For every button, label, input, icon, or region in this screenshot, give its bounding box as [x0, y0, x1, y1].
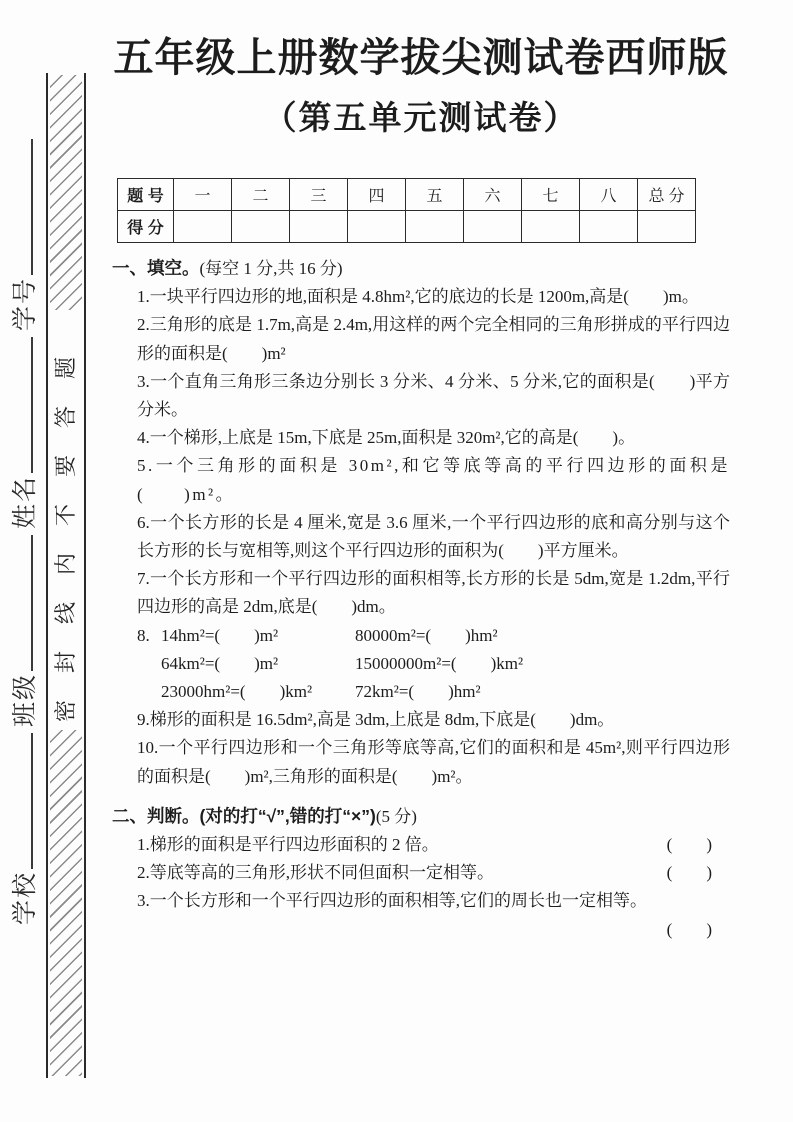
class-field-label: 班级	[12, 672, 39, 727]
paper-content	[112, 0, 730, 944]
conversion-item	[137, 678, 355, 706]
conversion-text: 23000hm²=( )km²	[161, 682, 313, 702]
fill-question-5: 5.一个三角形的面积是 30m²,和它等底等高的平行四边形的面积是( )m²。	[137, 456, 730, 504]
fill-question-8-conversions	[137, 622, 730, 707]
answer-bracket: ( )	[666, 919, 712, 939]
judge-question-2	[112, 859, 730, 887]
judge-question-1	[112, 831, 730, 859]
fill-question-3: 3.一个直角三角形三条边分别长 3 分米、4 分米、5 分米,它的面积是( )平方分米。	[137, 371, 730, 420]
section1-heading-note: (每空 1 分,共 16 分)	[199, 259, 343, 278]
section-fill-blanks	[112, 254, 730, 791]
section2-heading-title: 二、判断。(对的打“√”,错的打“×”)	[112, 805, 376, 826]
judge-text: 1.梯形的面积是平行四边形面积的 2 倍。	[137, 835, 439, 855]
class-fill-line	[9, 535, 33, 671]
conversion-text: 14hm²=( )m²	[161, 625, 279, 645]
fill-question-2: 2.三角形的底是 1.7m,高是 2.4m,用这样的两个完全相同的三角形拼成的平行四边形的面积是( )m²	[137, 315, 730, 363]
column-header: 四	[348, 179, 406, 211]
score-cell	[522, 211, 580, 243]
fill-question-10: 10.一个平行四边形和一个三角形等底等高,它们的面积和是 45m²,则平行四边形的面积是( )m²,三角形的面积是( )m²。	[137, 738, 730, 786]
student-info-fields	[8, 145, 44, 925]
score-table	[117, 178, 696, 243]
judge-question-3-bracket-row	[112, 916, 730, 944]
school-field-label: 学校	[12, 870, 39, 925]
conversion-item	[355, 622, 730, 650]
paper-title: 五年级上册数学拔尖测试卷西师版	[113, 36, 729, 80]
column-header: 六	[464, 179, 522, 211]
section2-heading	[112, 802, 730, 831]
conversion-text: 64km²=( )m²	[161, 653, 279, 673]
conversion-item	[355, 678, 730, 706]
fill-question-4: 4.一个梯形,上底是 15m,下底是 25m,面积是 320m²,它的高是( )。	[137, 428, 636, 448]
question-number-label: 题 号	[118, 179, 174, 211]
score-table-header-row	[118, 179, 696, 211]
column-header-total: 总 分	[638, 179, 696, 211]
name-field-label: 姓名	[12, 474, 39, 529]
fill-question-6: 6.一个长方形的长是 4 厘米,宽是 3.6 厘米,一个平行四边形的底和高分别与这个长方形的长与宽相等,则这个平行四边形的面积为( )平方厘米。	[137, 512, 730, 561]
score-cell	[290, 211, 348, 243]
section-true-false	[112, 802, 730, 944]
answer-bracket: ( )	[666, 863, 712, 883]
student-id-field-label: 学号	[12, 276, 39, 331]
column-header: 五	[406, 179, 464, 211]
conversion-item	[355, 650, 730, 678]
score-table-score-row	[118, 211, 696, 243]
judge-text: 3.一个长方形和一个平行四边形的面积相等,它们的周长也一定相等。	[137, 891, 647, 911]
column-header: 八	[580, 179, 638, 211]
section2-heading-note: (5 分)	[375, 806, 417, 826]
judge-text: 2.等底等高的三角形,形状不同但面积一定相等。	[137, 863, 494, 883]
seal-line-strip	[46, 73, 86, 1078]
score-cell	[174, 211, 232, 243]
column-header: 二	[232, 179, 290, 211]
score-cell-total	[638, 211, 696, 243]
paper-subtitle: （第五单元测试卷）	[263, 99, 579, 136]
fill-question-9: 9.梯形的面积是 16.5dm²,高是 3dm,上底是 8dm,下底是( )dm。	[137, 710, 615, 730]
column-header: 一	[174, 179, 232, 211]
student-id-fill-line	[9, 139, 33, 275]
conversion-item	[137, 650, 355, 678]
section1-heading-title: 一、填空。	[112, 258, 200, 278]
hatch-marks-bottom	[50, 730, 82, 1076]
question-8-number: 8.	[137, 625, 150, 645]
conversion-text: 15000000m²=( )km²	[355, 653, 524, 673]
fill-question-1: 1.一块平行四边形的地,面积是 4.8hm²,它的底边的长是 1200m,高是( )m。	[137, 287, 699, 307]
conversion-text: 80000m²=( )hm²	[355, 625, 498, 645]
hatch-marks-top	[50, 75, 82, 310]
fill-question-7: 7.一个长方形和一个平行四边形的面积相等,长方形的长是 5dm,宽是 1.2dm,平行四边形的高是 2dm,底是( )dm。	[137, 569, 730, 617]
score-label: 得 分	[118, 211, 174, 243]
score-cell	[232, 211, 290, 243]
section1-heading	[112, 254, 730, 283]
column-header: 七	[522, 179, 580, 211]
answer-bracket: ( )	[666, 835, 712, 855]
score-cell	[406, 211, 464, 243]
school-fill-line	[9, 733, 33, 869]
column-header: 三	[290, 179, 348, 211]
judge-question-3	[112, 887, 730, 915]
score-cell	[464, 211, 522, 243]
conversion-text: 72km²=( )hm²	[355, 682, 481, 702]
score-cell	[348, 211, 406, 243]
name-fill-line	[9, 337, 33, 473]
seal-line-text: 密封线内不要答题	[53, 330, 78, 723]
conversion-item	[137, 622, 355, 650]
score-cell	[580, 211, 638, 243]
